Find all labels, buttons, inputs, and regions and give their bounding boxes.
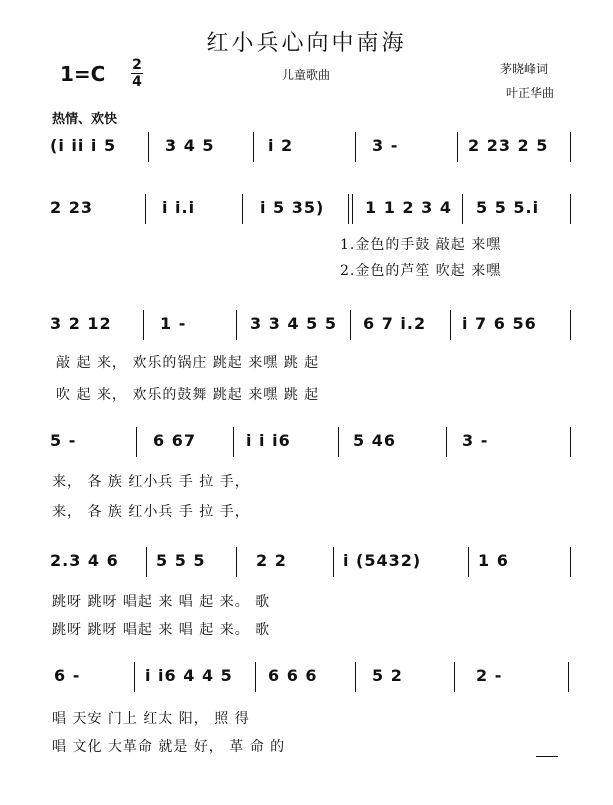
measure: 1 1 2 3 4 <box>365 198 452 217</box>
lyric-line-2: 2.金色的芦笙 吹起 来嘿 <box>340 263 502 279</box>
measure: 3 - <box>372 136 399 155</box>
measure: i 7 6 56 <box>462 314 537 333</box>
measure: 5 46 <box>353 431 396 450</box>
measure: i 2 <box>268 136 294 155</box>
measure: i i6 4 4 5 <box>145 666 233 685</box>
measure: 3 3 4 5 5 <box>250 314 337 333</box>
lyric-line-1: 1.金色的手鼓 敲起 来嘿 <box>340 237 502 253</box>
key-signature: 1=C <box>60 62 106 86</box>
staff-system-4 <box>50 425 580 525</box>
staff-system-1 <box>50 130 580 170</box>
staff-system-6 <box>50 660 580 770</box>
song-title: 红小兵心向中南海 <box>206 31 407 56</box>
time-signature-bottom: 4 <box>132 74 142 90</box>
measure: i i.i <box>162 198 196 217</box>
lyric-line-2: 跳呀 跳呀 唱起 来 唱 起 来。 歌 <box>52 622 271 638</box>
composer-credit: 叶正华曲 <box>506 86 555 100</box>
measure: 3 4 5 <box>165 136 215 155</box>
measure: i i i6 <box>246 431 291 450</box>
measure: 3 2 12 <box>50 314 112 333</box>
measure: 3 - <box>462 431 489 450</box>
measure: 6 6 6 <box>268 666 318 685</box>
lyricist-credit: 茅晓峰词 <box>500 62 549 76</box>
measure: 2 23 2 5 <box>468 136 549 155</box>
measure: 2 2 <box>256 551 287 570</box>
time-signature <box>131 58 143 89</box>
measure: 1 - <box>160 314 187 333</box>
measure: 6 67 <box>153 431 196 450</box>
measure: 2.3 4 6 <box>50 551 119 570</box>
staff-system-5 <box>50 545 580 645</box>
measure: 5 - <box>50 431 77 450</box>
measure: 5 5 5 <box>156 551 206 570</box>
lyric-line-1: 唱 天安 门上 红太 阳， 照 得 <box>52 711 250 727</box>
measure: 2 23 <box>50 198 93 217</box>
measure: 6 7 i.2 <box>363 314 427 333</box>
measure: (i ii i 5 <box>50 136 117 155</box>
lyric-line-1: 敲 起 来， 欢乐的锅庄 跳起 来嘿 跳 起 <box>56 355 320 371</box>
lyric-line-2: 唱 文化 大革命 就是 好， 革 命 的 <box>52 739 286 755</box>
measure: i 5 35) <box>260 198 325 217</box>
measure: 5 5 5.i <box>476 198 540 217</box>
measure: i (5432) <box>343 551 422 570</box>
staff-system-3 <box>50 308 580 408</box>
measure: 6 - <box>54 666 81 685</box>
lyric-line-1: 跳呀 跳呀 唱起 来 唱 起 来。 歌 <box>52 594 271 610</box>
measure: 1 6 <box>478 551 509 570</box>
staff-system-2 <box>50 192 580 282</box>
time-signature-top: 2 <box>132 57 142 73</box>
lyric-line-2: 吹 起 来， 欢乐的鼓舞 跳起 来嘿 跳 起 <box>56 387 320 403</box>
measure: 2 - <box>476 666 503 685</box>
lyric-line-2: 来， 各 族 红小兵 手 拉 手， <box>52 504 250 520</box>
lyric-line-1: 来， 各 族 红小兵 手 拉 手， <box>52 474 250 490</box>
measure: 5 2 <box>372 666 403 685</box>
tempo-marking: 热情、欢快 <box>52 112 118 127</box>
genre-label: 儿童歌曲 <box>282 68 331 82</box>
